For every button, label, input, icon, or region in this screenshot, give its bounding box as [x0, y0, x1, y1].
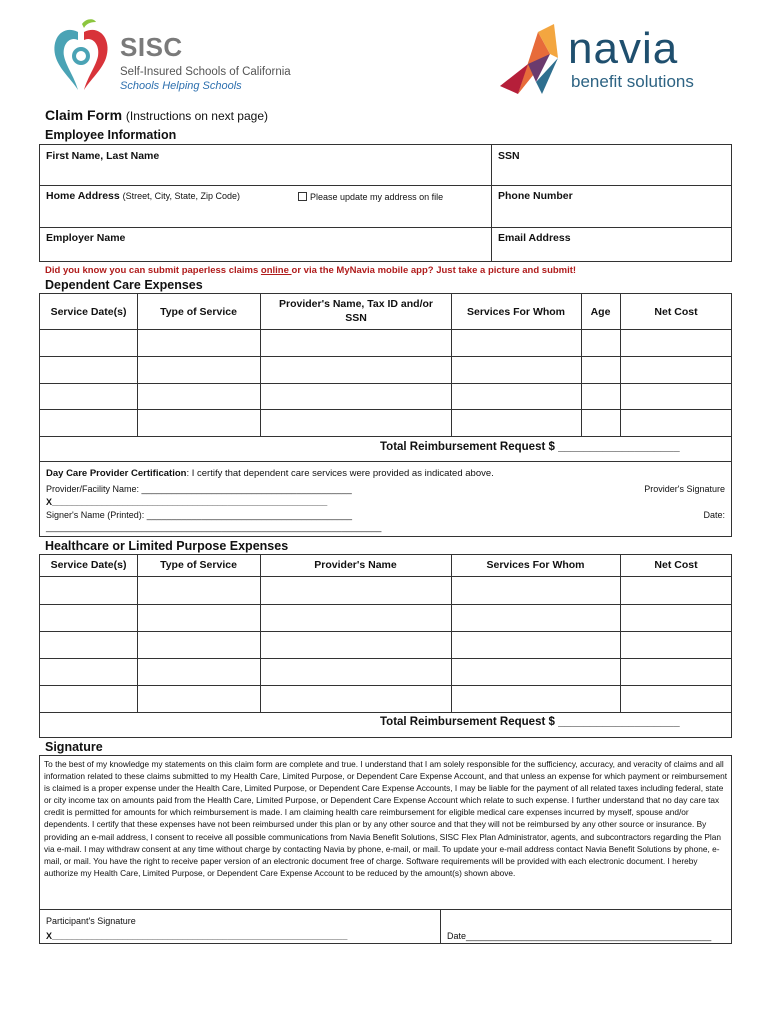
- update-address-option[interactable]: Please update my address on file: [298, 192, 443, 202]
- hc-col-services-for-whom: Services For Whom: [486, 559, 585, 571]
- provider-signature-label: Provider's Signature: [644, 484, 725, 494]
- sisc-tagline: Schools Helping Schools: [120, 80, 242, 92]
- signature-heading: Signature: [45, 740, 103, 754]
- home-address-label: Home Address (Street, City, State, Zip Code): [46, 190, 241, 202]
- provider-certification: [39, 462, 732, 537]
- paperless-notice: Did you know you can submit paperless claims online or via the MyNavia mobile app? Just take a picture and submit!: [45, 265, 577, 276]
- hc-col-net-cost: Net Cost: [654, 559, 698, 571]
- certification-text: Day Care Provider Certification: I certify that dependent care services were provided as indicated above.: [46, 468, 494, 479]
- sisc-subtitle: Self-Insured Schools of California: [120, 66, 291, 78]
- navia-sub: benefit solutions: [571, 72, 694, 91]
- employee-heading: Employee Information: [45, 128, 177, 142]
- provider-signature-line: X_______________________________________________________: [46, 497, 328, 507]
- first-last-label: First Name, Last Name: [46, 150, 160, 162]
- employer-label: Employer Name: [46, 232, 126, 244]
- participant-signature-label: Participant's Signature: [46, 916, 136, 926]
- col-type-of-service: Type of Service: [160, 306, 237, 318]
- email-label: Email Address: [498, 232, 571, 244]
- sisc-title: SISC: [120, 32, 183, 62]
- hc-col-provider-name: Provider's Name: [314, 559, 397, 571]
- signature-statement: To the best of my knowledge my statements on this claim form are complete and true. I understand that I am solely responsible for the sufficiency, accuracy, and veracity of claims and all information related to these claims submitted to my Health Care, Limited Purpose, or Dependent Care Expense Account, and that unless an expense for which payment or reimbursement is claimed is a proper expense under the Health Care, Limited Purpose, or Dependent Care Expense Accounts, I may be liable for the payment of all related taxes including federal, state or city income tax on amounts paid from the Health Care, Limited Purpose, or Dependent Care Expense Account which relate to such expense. I further understand that no day care tax credit is permitted for amounts for which reimbursement is made. I am claiming health care reimbursement for eligible medical care expenses incurred by myself, spouse and/or dependents. I certify that these expenses have not been reimbursed under this plan or by any other source and that they will not be reimbursed by any other source or insurance. By providing an e-mail address, I consent to receive all possible communications from Navia Benefit Solutions, SISC Flex Plan Administrator, agents, and subcontractors regarding the Plan via e-mail. I may withdraw consent at any time without charge by contacting Navia by phone, e-mail, or mail. To update your e-mail address contact Navia Benefit Solutions by phone, e-mail, or mail. You have the right to receive paper version of an electronic document free of charge. Software requirements will be provided with each electronic document. I hereby authorize my Health Care, Limited Purpose, or Dependent Care Expense Account to be reduced by the amount(s) shown above.: [44, 759, 728, 878]
- online-link[interactable]: online: [260, 265, 292, 276]
- hc-col-service-date: Service Date(s): [50, 559, 127, 571]
- hc-col-type-of-service: Type of Service: [160, 559, 237, 571]
- navia-logo-icon: [498, 24, 570, 102]
- certification-bottom-line: ___________________________________________________________________: [46, 522, 382, 532]
- ssn-label: SSN: [498, 150, 520, 162]
- col-service-date: Service Date(s): [50, 306, 127, 318]
- provider-date-label: Date:: [703, 510, 725, 520]
- sisc-logo-icon: [48, 18, 118, 98]
- sisc-logo: [48, 18, 298, 98]
- navia-name: navia: [568, 24, 679, 73]
- claim-form-title: Claim Form: [45, 107, 123, 123]
- col-net-cost: Net Cost: [654, 306, 698, 318]
- dependent-total: Total Reimbursement Request $ ___________________: [380, 441, 680, 453]
- checkbox-icon[interactable]: [298, 192, 307, 201]
- page-title: [45, 107, 268, 123]
- dependent-table: [39, 293, 732, 462]
- signer-name-line: Signer's Name (Printed): _________________________________________: [46, 510, 352, 520]
- col-services-for-whom: Services For Whom: [466, 306, 566, 318]
- healthcare-heading: Healthcare or Limited Purpose Expenses: [45, 539, 289, 553]
- employee-info-box: [39, 144, 732, 262]
- navia-logo: [498, 24, 728, 104]
- participant-signature-line: X___________________________________________________________: [46, 931, 348, 941]
- phone-label: Phone Number: [498, 190, 573, 202]
- dependent-heading: Dependent Care Expenses: [45, 278, 203, 292]
- facility-name-line: Provider/Facility Name: __________________________________________: [46, 484, 352, 494]
- col-provider-name: Provider's Name, Tax ID and/or SSN: [278, 298, 434, 324]
- healthcare-table: [39, 554, 732, 738]
- col-age: Age: [590, 306, 611, 318]
- participant-date-line: Date_________________________________________________: [447, 931, 712, 941]
- healthcare-total: Total Reimbursement Request $ ___________________: [380, 716, 680, 728]
- title-note: (Instructions on next page): [125, 109, 268, 123]
